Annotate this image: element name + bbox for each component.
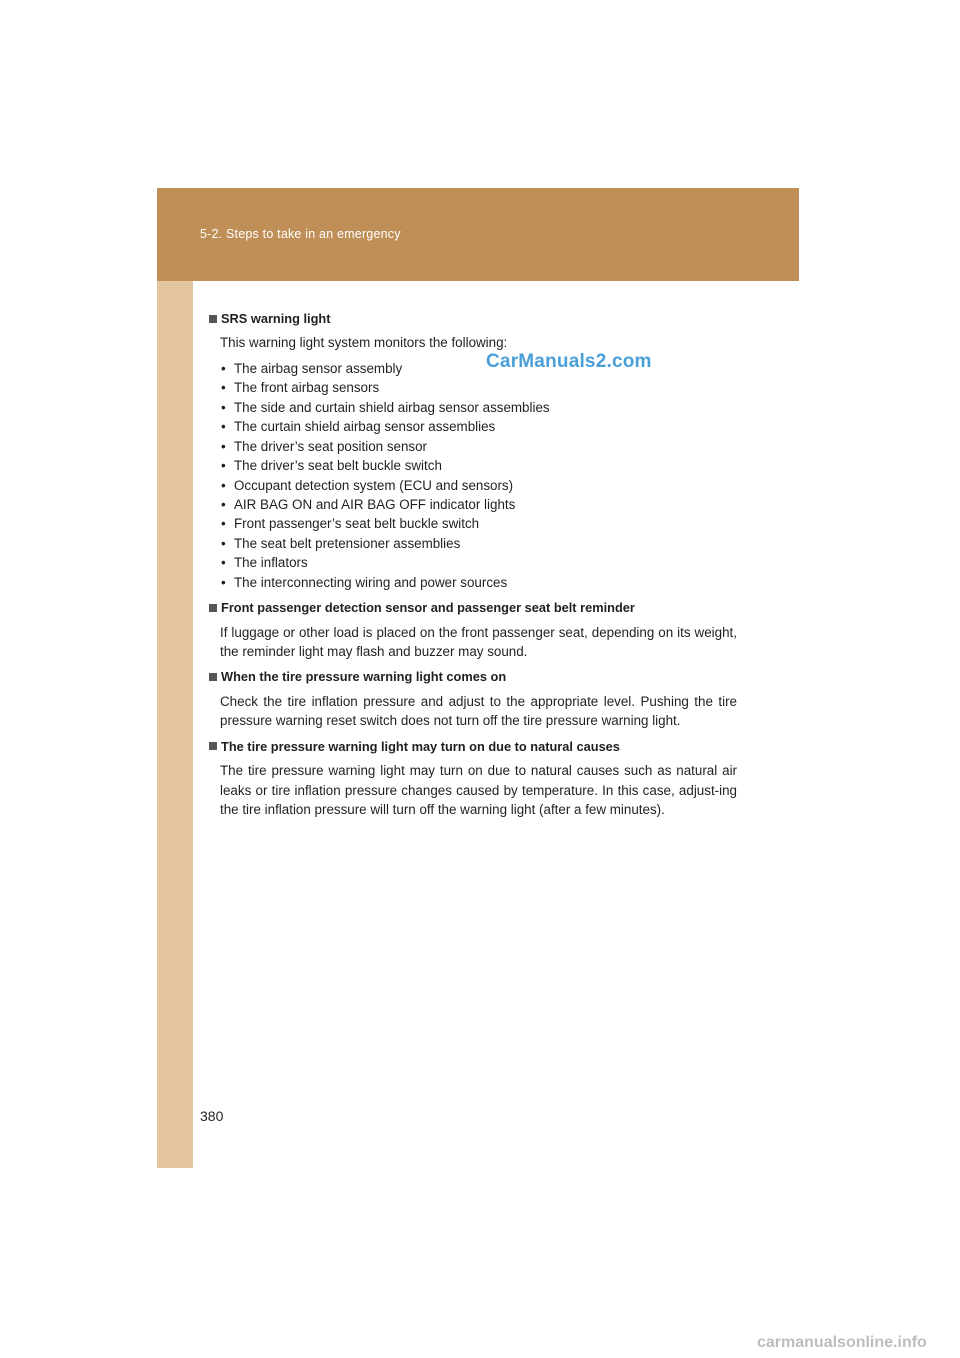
bullet-dot-icon: • xyxy=(221,399,226,415)
watermark-carmanualsonline: carmanualsonline.info xyxy=(757,1334,927,1351)
section-heading xyxy=(209,667,737,686)
list-item: • The driver’s seat position sensor xyxy=(220,437,737,456)
bullet-dot-icon: • xyxy=(221,496,226,512)
bullet-dot-icon: • xyxy=(221,574,226,590)
list-item: • The front airbag sensors xyxy=(220,378,737,397)
page-content xyxy=(209,309,737,825)
bullet-dot-icon: • xyxy=(221,360,226,376)
section-passenger-detection xyxy=(209,598,737,661)
section-heading xyxy=(209,737,737,756)
list-item: • The inflators xyxy=(220,553,737,572)
page-number: 380 xyxy=(200,1108,224,1124)
side-color-strip xyxy=(157,188,193,1168)
list-item: • Front passenger’s seat belt buckle switch xyxy=(220,514,737,533)
square-bullet-icon xyxy=(209,742,217,750)
square-bullet-icon xyxy=(209,604,217,612)
list-item: • The curtain shield airbag sensor assemblies xyxy=(220,417,737,436)
bullet-dot-icon: • xyxy=(221,458,226,474)
section-srs-warning-light xyxy=(209,309,737,592)
bullet-dot-icon: • xyxy=(221,477,226,493)
bullet-dot-icon: • xyxy=(221,419,226,435)
square-bullet-icon xyxy=(209,673,217,681)
watermark-carmanuals2: CarManuals2.com xyxy=(486,351,652,372)
section-tire-pressure-natural-causes xyxy=(209,737,737,820)
list-item: • The airbag sensor assembly xyxy=(220,359,737,378)
section-heading xyxy=(209,598,737,617)
monitored-items-list xyxy=(209,359,737,592)
bullet-dot-icon: • xyxy=(221,380,226,396)
section-heading-text: SRS warning light xyxy=(221,311,331,326)
list-item: • The driver’s seat belt buckle switch xyxy=(220,456,737,475)
section-tire-pressure-light-on xyxy=(209,667,737,730)
list-item: • Occupant detection system (ECU and sensors) xyxy=(220,476,737,495)
section-intro: This warning light system monitors the following: xyxy=(220,335,508,351)
section-heading-text: When the tire pressure warning light comes on xyxy=(221,669,507,685)
section-body: Check the tire inflation pressure and adjust to the appropriate level. Pushing the tire pressure warning reset switch does not turn off the tire pressure warning light. xyxy=(220,693,737,729)
section-body: If luggage or other load is placed on the front passenger seat, depending on its weight, the reminder light may flash and buzzer may sound. xyxy=(220,624,737,660)
list-item: • The interconnecting wiring and power sources xyxy=(220,573,737,592)
list-item: • The seat belt pretensioner assemblies xyxy=(220,534,737,553)
section-heading xyxy=(209,309,737,328)
section-body: The tire pressure warning light may turn on due to natural causes such as natural air leaks or tire inflation pressure changes caused by temperature. In this case, adjust-ing the tire inflation pressure will turn off the warning light (after a few minutes). xyxy=(220,763,737,817)
list-item: • The side and curtain shield airbag sensor assemblies xyxy=(220,398,737,417)
bullet-dot-icon: • xyxy=(221,516,226,532)
section-heading-text: Front passenger detection sensor and passenger seat belt reminder xyxy=(221,600,635,616)
bullet-dot-icon: • xyxy=(221,535,226,551)
chapter-title: 5-2. Steps to take in an emergency xyxy=(200,227,401,241)
list-item: • AIR BAG ON and AIR BAG OFF indicator lights xyxy=(220,495,737,514)
bullet-dot-icon: • xyxy=(221,438,226,454)
square-bullet-icon xyxy=(209,315,217,323)
bullet-dot-icon: • xyxy=(221,555,226,571)
section-heading-text: The tire pressure warning light may turn on due to natural causes xyxy=(221,738,620,754)
